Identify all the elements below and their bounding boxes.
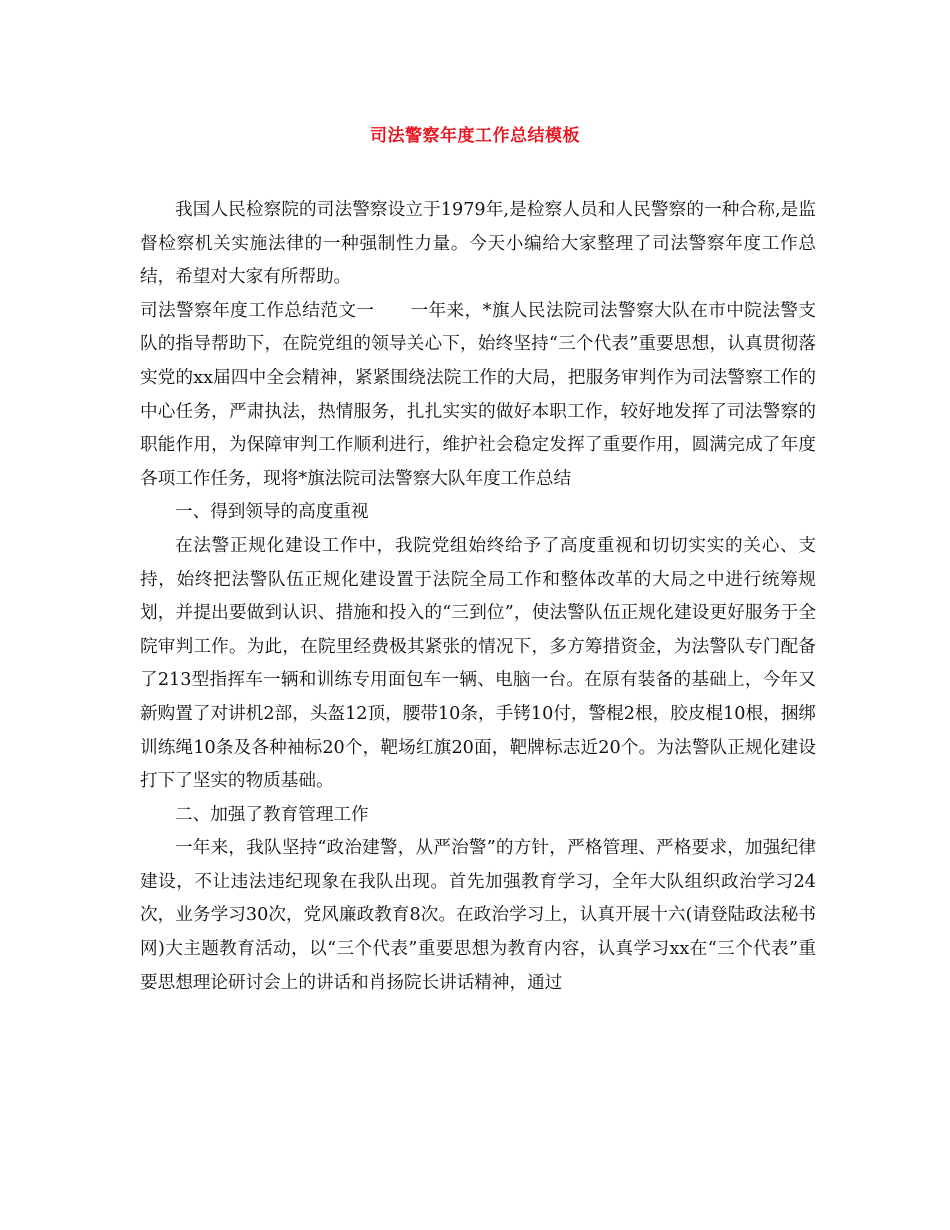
section-paragraph-1: 在法警正规化建设工作中，我院党组始终给予了高度重视和切切实实的关心、支持，始终把法警队伍正规化建设置于法院全局工作和整体改革的大局之中进行统筹规划，并提出要做到认识、措施和投入的“三到位”，使法警队伍正规化建设更好服务于全院审判工作。为此，在院里经费极其紧张的情况下，多方筹措资金，为法警队专门配备了213型指挥车一辆和训练专用面包车一辆、电脑一台。在原有装备的基础上，今年又新购置了对讲机2部，头盔12顶，腰带10条，手铐10付，警棍2根，胶皮棍10根，捆绑训练绳10条及各种袖标20个，靶场红旗20面，靶牌标志近20个。为法警队正规化建设打下了坚实的物质基础。 [140,535,816,792]
section-paragraph-2: 一年来，我队坚持“政治建警，从严治警”的方针，严格管理、严格要求，加强纪律建设，不让违法违纪现象在我队出现。首先加强教育学习，全年大队组织政治学习24次，业务学习30次，党风廉政教育8次。在政治学习上，认真开展十六(请登陆政法秘书网)大主题教育活动，以“三个代表”重要思想为教育内容，认真学习xx在“三个代表”重要思想理论研讨会上的讲话和肖扬院长讲话精神，通过 [140,838,816,993]
section-heading-1: 一、得到领导的高度重视 [175,502,369,523]
sample-one-paragraph: 司法警察年度工作总结范文一 一年来，*旗人民法院司法警察大队在市中院法警支队的指导帮助下，在院党组的领导关心下，始终坚持“三个代表”重要思想，认真贯彻落实党的xx届四中全会精神，紧紧围绕法院工作的大局，把服务审判作为司法警察工作的中心任务，严肃执法，热情服务，扎扎实实的做好本职工作，较好地发挥了司法警察的职能作用，为保障审判工作顺利进行，维护社会稳定发挥了重要作用，圆满完成了年度各项工作任务，现将*旗法院司法警察大队年度工作总结 [140,300,816,489]
document-body [140,194,816,1000]
document-title: 司法警察年度工作总结模板 [370,126,580,146]
section-heading-2: 二、加强了教育管理工作 [175,804,369,825]
intro-paragraph: 我国人民检察院的司法警察设立于1979年,是检察人员和人民警察的一种合称,是监督检察机关实施法律的一种强制性力量。今天小编给大家整理了司法警察年度工作总结，希望对大家有所帮助。 [140,200,816,288]
